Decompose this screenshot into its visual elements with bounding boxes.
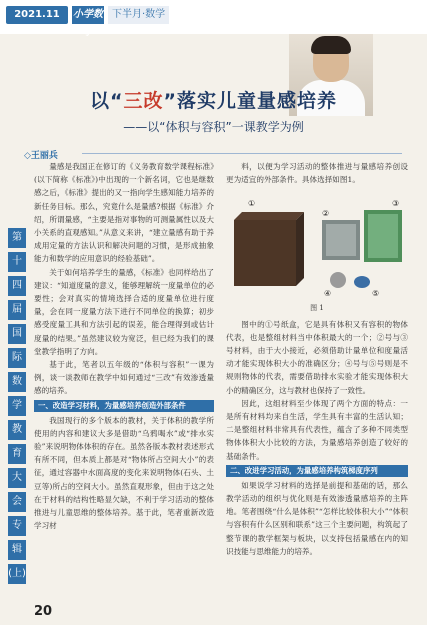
title-suffix: ”落实儿童量感培养 [163,90,337,112]
photo-hair [311,36,351,54]
sidebar-char: 四 [8,276,26,296]
left-column [34,160,214,532]
sidebar-char: 育 [8,444,26,464]
title-banner [0,34,427,154]
title-prefix: 以“ [89,90,124,112]
cube-3-pattern [368,214,398,258]
sidebar-char: 届 [8,300,26,320]
figure-caption: 图 1 [310,304,324,313]
paragraph: 关于如何培养学生的量感，《标准》也同样给出了建议：“知道度量的意义，能够理解统一度量单位的必要性；会对真实的情境选择合适的度量单位进行度量，会在同一度量方法下进行不同单位的换算；初步感受度量工具和方法引起的误差，能合理得到或估计度量的结果。”虽然建议较为宽泛，但已经为我们的课堂教学指明了方向。 [34,267,214,356]
figure-label-5: ⑤ [372,289,380,299]
issue-badge: 2021.11 [6,6,68,24]
ball-4 [330,272,346,288]
sidebar-char: 教 [8,420,26,440]
special-issue-sidebar [8,228,26,584]
figure-label-2: ② [322,209,330,219]
paragraph: 料，以便为学习活动的整体推进与量感培养创设更为适宜的外部条件。具体选择如图1。 [226,162,408,185]
sidebar-char: 际 [8,348,26,368]
figure-1 [226,190,408,300]
figure-label-1: ① [248,199,256,209]
title-highlight: 三改 [123,90,164,112]
paragraph: 如果说学习材料的选择是前提和基础的话，那么教学活动的组织与优化则是有效渗透量感培养的主阵地。笔者围绕“什么是体积”“怎样比较体积大小”“体积与容积有什么区别和联系”这三个主要问题，构筑起了整节课的教学框架与板块，以支持包括量感在内的知识技能与思维能力的培养。 [226,480,408,556]
paragraph: 量感是我国正在修订的《义务教育数学课程标准》(以下简称《标准》)中出现的一个新名词，它也是继数感之后，《标准》提出的又一指向学生感知能力培养的新任务目标。那么，究竟什么是量感?根据《标准》介绍，所谓量感，“主要是指对事物的可测量属性以及大小关系的直观感知。”从意义来讲，“建立量感有助于养成用定量的方法认识和解决问题的习惯，是形成抽象能力和数学的应用意识的经验基础”。 [34,162,214,264]
sidebar-char: 数 [8,372,26,392]
paragraph: 我国现行的多个版本的教材，关于体积的教学所使用的内容和建议大多是借助“乌鸦喝水”或“排水实验”来说明物体体积的存在。虽然各版本教材表述形式有所不同，但本质上都是对“物体所占空间大小”的表征，通过容器中水面高度的变化来说明物体(石头、土豆等)所占的空间大小。虽然直观形象，但由于这之处在于材料的结构性略显欠缺，不利于学习活动的整体推进与儿童思维的整体培养。基于此，笔者重新改造学习材 [34,415,214,531]
figure-label-4: ④ [324,289,332,299]
sidebar-char: 十 [8,252,26,272]
sidebar-char: 大 [8,468,26,488]
section-heading: 二、改进学习活动，为量感培养构筑梯度序列 [226,465,408,477]
magazine-name: 小学数学 [72,6,104,24]
section-heading: 一、改造学习材料，为量感培养创造外部条件 [34,400,214,412]
paragraph: 因此，这组材料至少体现了两个方面的特点：一是所有材料均来自生活，学生具有丰富的生活认知；二是整组材料非常具有代表性，蕴含了多种不同类型物体体积大小比较的方法，为量感培养创造了较好的基础条件。 [226,398,408,461]
object-5 [354,276,370,288]
page-number: 20 [34,604,53,619]
sidebar-char: 学 [8,396,26,416]
box-1-top [234,212,304,220]
sidebar-char: 辑 [8,540,26,560]
figure-illustration [226,190,408,300]
article-title [0,86,427,113]
page-header [0,0,427,38]
edition-label: 下半月·数学 [108,6,169,24]
sidebar-char: 会 [8,492,26,512]
article-subtitle: ——以“体积与容积”一课教学为例 [123,120,304,134]
author-name: ◇王丽兵 [24,151,58,161]
paragraph: 基于此，笔者以五年级的“体积与容积”一课为例，谈一谈教师在教学中如何通过“三改”有效渗透量感的培养。 [34,360,214,396]
sidebar-char: (上) [8,564,26,584]
right-column [226,160,408,558]
paragraph: 图中的①号纸盒，它是具有体积又有容积的物体代表，也是整组材料当中体积最大的一个；②号与③号材料，由于大小接近，必须借助计量单位和度量活动才能实现体积大小的准确区分；④号与⑤号则是不规则物体的代表，需要借助排水实验才能实现体积大小的精确区分，这与教材也保持了一致性。 [226,319,408,395]
cube-2-pattern [326,224,356,256]
sidebar-char: 第 [8,228,26,248]
author-divider [82,153,402,154]
sidebar-char: 专 [8,516,26,536]
box-1-front [234,220,296,286]
figure-label-3: ③ [392,199,400,209]
box-1-side [296,212,304,286]
sidebar-char: 国 [8,324,26,344]
